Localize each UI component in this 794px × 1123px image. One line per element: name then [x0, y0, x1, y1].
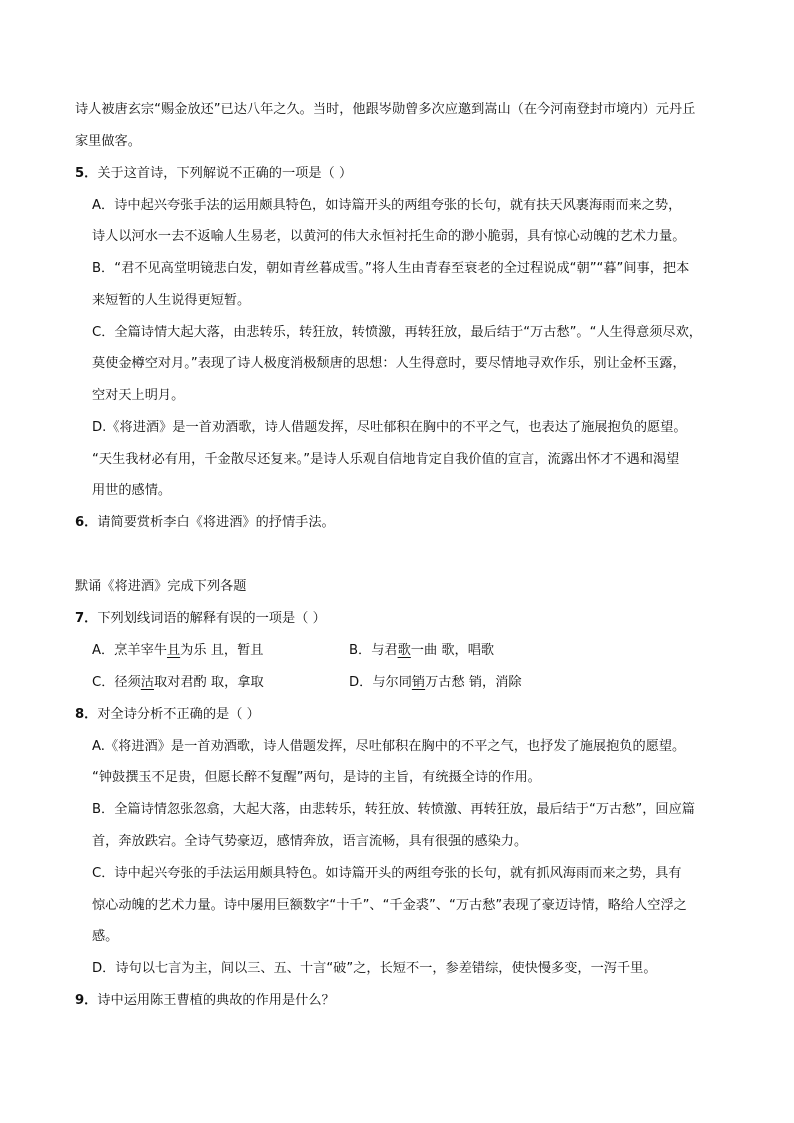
question-5-stem	[75, 164, 352, 184]
underlined-word: 销	[411, 675, 426, 690]
q5-option-c-line-1: C．全篇诗情大起大落，由悲转乐，转狂放，转愤激，再转狂放，最后结于“万古愁”。“人生得意须尽欢，	[92, 325, 702, 340]
underlined-word: 歌	[397, 643, 411, 658]
q7-option-c: C．径须沽取对君酌 取，拿取	[92, 675, 264, 690]
q8-option-c-line-1: C．诗中起兴夸张的手法运用颇具特色。如诗篇开头的两组夸张的长句，就有抓风海雨而来之势，具有	[92, 866, 682, 881]
intro-line-2: 家里做客。	[75, 134, 141, 149]
q8-option-a-line-1: A.《将进酒》是一首劝酒歌，诗人借题发挥，尽吐郁积在胸中的不平之气，也抒发了施展抱负的愿望。	[92, 739, 686, 754]
question-text: 对全诗分析不正确的是（ ）	[97, 707, 260, 722]
q8-option-c-line-3: 感。	[92, 929, 119, 944]
q5-option-c-line-2: 莫使金樽空对月。”表现了诗人极度消极颓唐的思想：人生得意时，要尽情地寻欢作乐，别让金杯玉露，	[92, 356, 686, 371]
q5-option-d-line-2: “天生我材必有用，千金散尽还复来。”是诗人乐观自信地肯定自我价值的宣言，流露出怀才不遇和渴望	[92, 452, 680, 467]
question-number: 6．	[75, 515, 98, 530]
section-title: 默诵《将进酒》完成下列各题	[75, 579, 247, 594]
q5-option-a-line-2: 诗人以河水一去不返喻人生易老，以黄河的伟大永恒衬托生命的渺小脆弱，具有惊心动魄的艺术力量。	[92, 229, 686, 244]
q8-option-d-line-1: D．诗句以七言为主，间以三、五、十言“破”之，长短不一，参差错综，使快慢多变，一泻千里。	[92, 961, 657, 976]
q5-option-c-line-3: 空对天上明月。	[92, 388, 185, 403]
question-text: 下列划线词语的解释有误的一项是（ ）	[97, 611, 326, 626]
question-text: 诗中运用陈王曹植的典故的作用是什么？	[97, 993, 335, 1008]
q8-option-b-line-2: 首，奔放跌宕。全诗气势豪迈，感情奔放，语言流畅，具有很强的感染力。	[92, 834, 528, 849]
q8-option-b-line-1: B．全篇诗情忽张忽翕，大起大落，由悲转乐，转狂放、转愤激、再转狂放，最后结于“万古愁”，回应篇	[92, 802, 695, 817]
q5-option-b-line-2: 来短暂的人生说得更短暂。	[92, 293, 251, 308]
intro-line-1: 诗人被唐玄宗“赐金放还”已达八年之久。当时，他跟岑勋曾多次应邀到嵩山（在今河南登封市境内）元丹丘	[75, 102, 696, 117]
question-text: 请简要赏析李白《将进酒》的抒情手法。	[97, 515, 335, 530]
question-8-stem	[75, 705, 260, 725]
question-number: 7．	[75, 611, 98, 626]
q5-option-d-line-1: D.《将进酒》是一首劝酒歌，诗人借题发挥，尽吐郁积在胸中的不平之气，也表达了施展抱负的愿望。	[92, 420, 687, 435]
q5-option-d-line-3: 用世的感情。	[92, 483, 172, 498]
question-number: 9．	[75, 993, 98, 1008]
question-9-stem	[75, 991, 335, 1011]
underlined-word: 沽	[140, 675, 154, 690]
underlined-word: 且	[166, 643, 181, 658]
question-7-stem	[75, 609, 326, 629]
question-6-stem	[75, 513, 335, 533]
q7-option-d: D．与尔同销万古愁 销，消除	[349, 675, 522, 690]
q7-option-b: B．与君歌一曲 歌，唱歌	[349, 643, 495, 658]
q8-option-a-line-2: “钟鼓撰玉不足贵，但愿长醉不复醒”两句，是诗的主旨，有统摄全诗的作用。	[92, 770, 541, 785]
question-number: 5．	[75, 166, 98, 181]
question-text: 关于这首诗，下列解说不正确的一项是（ ）	[97, 166, 353, 181]
q5-option-a-line-1: A．诗中起兴夸张手法的运用颇具特色，如诗篇开头的两组夸张的长句，就有扶天风裹海雨而来之势，	[92, 198, 682, 213]
q8-option-c-line-2: 惊心动魄的艺术力量。诗中屡用巨额数字“十千”、“千金裘”、“万古愁”表现了豪迈诗情，略给人空浮之	[92, 898, 687, 913]
q7-option-a: A．烹羊宰牛且为乐 且，暂且	[92, 643, 264, 658]
question-number: 8．	[75, 707, 98, 722]
q5-option-b-line-1: B．“君不见高堂明镜悲白发，朝如青丝暮成雪。”将人生由青春至衰老的全过程说成“朝”“暮”间事，把本	[92, 261, 690, 276]
